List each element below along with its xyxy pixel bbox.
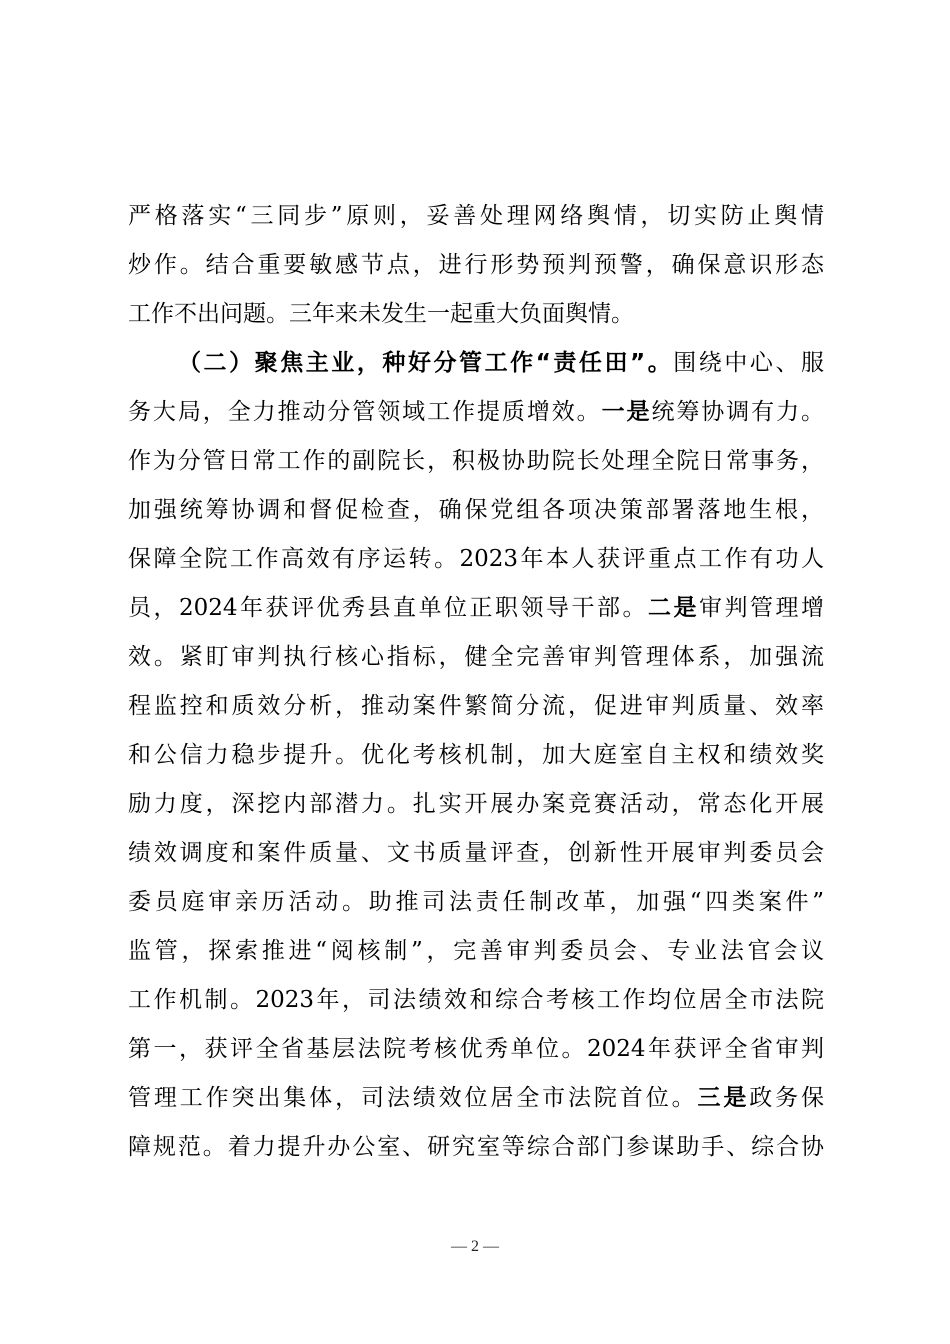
- text-line: [128, 1123, 824, 1172]
- bold-text-segment: 三是: [697, 1085, 750, 1111]
- text-segment: 务大局，全力推动分管领域工作提质增效。: [128, 399, 602, 425]
- text-line: [128, 780, 824, 829]
- text-segment: 员，2024年获评优秀县直单位正职领导干部。: [128, 595, 648, 621]
- text-line: [128, 437, 824, 486]
- text-segment: 加强统筹协调和督促检查，确保党组各项决策部署落地生根，: [128, 497, 824, 523]
- text-line: [128, 535, 824, 584]
- bold-text-segment: 一是: [601, 399, 652, 425]
- text-line: [128, 290, 824, 339]
- text-line: [128, 829, 824, 878]
- text-segment: 保障全院工作高效有序运转。2023年本人获评重点工作有功人: [128, 546, 824, 572]
- bold-text-segment: （二）聚焦主业，种好分管工作“责任田”。: [178, 350, 674, 376]
- text-segment: 程监控和质效分析，推动案件繁简分流，促进审判质量、效率: [128, 693, 824, 719]
- text-segment: 工作机制。2023年，司法绩效和综合考核工作均位居全市法院: [128, 987, 824, 1013]
- text-line: [128, 339, 824, 388]
- text-line: [128, 388, 824, 437]
- text-line: [128, 731, 824, 780]
- text-segment: 和公信力稳步提升。优化考核机制，加大庭室自主权和绩效奖: [128, 742, 824, 768]
- text-line: [128, 241, 824, 290]
- text-segment: 管理工作突出集体，司法绩效位居全市法院首位。: [128, 1085, 698, 1111]
- text-line: [128, 486, 824, 535]
- text-segment: 审判管理增: [699, 595, 824, 621]
- text-line: [128, 927, 824, 976]
- text-segment: 绩效调度和案件质量、文书质量评查，创新性开展审判委员会: [128, 840, 824, 866]
- text-line: [128, 633, 824, 682]
- text-segment: 监管，探索推进“阅核制”，完善审判委员会、专业法官会议: [128, 938, 824, 964]
- text-line: [128, 192, 824, 241]
- text-segment: 严格落实“三同步”原则，妥善处理网络舆情，切实防止舆情: [128, 203, 824, 229]
- text-segment: 第一，获评全省基层法院考核优秀单位。2024年获评全省审判: [128, 1036, 824, 1062]
- text-line: [128, 976, 824, 1025]
- text-line: [128, 1025, 824, 1074]
- text-segment: 效。紧盯审判执行核心指标，健全完善审判管理体系，加强流: [128, 644, 824, 670]
- text-line: [128, 1074, 824, 1123]
- bold-text-segment: 二是: [648, 595, 699, 621]
- text-line: [128, 878, 824, 927]
- text-line: [128, 584, 824, 633]
- text-segment: 委员庭审亲历活动。助推司法责任制改革，加强“四类案件”: [128, 889, 824, 915]
- text-segment: 励力度，深挖内部潜力。扎实开展办案竞赛活动，常态化开展: [128, 791, 824, 817]
- text-segment: 作为分管日常工作的副院长，积极协助院长处理全院日常事务，: [128, 448, 824, 474]
- text-segment: 政务保: [749, 1085, 825, 1111]
- text-segment: 炒作。结合重要敏感节点，进行形势预判预警，确保意识形态: [128, 252, 824, 278]
- text-segment: 统筹协调有力。: [651, 399, 825, 425]
- document-body: [128, 192, 824, 1172]
- text-line: [128, 682, 824, 731]
- text-segment: 障规范。着力提升办公室、研究室等综合部门参谋助手、综合协: [128, 1134, 824, 1160]
- page-number: — 2 —: [451, 1238, 499, 1255]
- text-segment: 围绕中心、服: [673, 350, 825, 376]
- text-segment: 工作不出问题。三年来未发生一起重大负面舆情。: [128, 301, 634, 327]
